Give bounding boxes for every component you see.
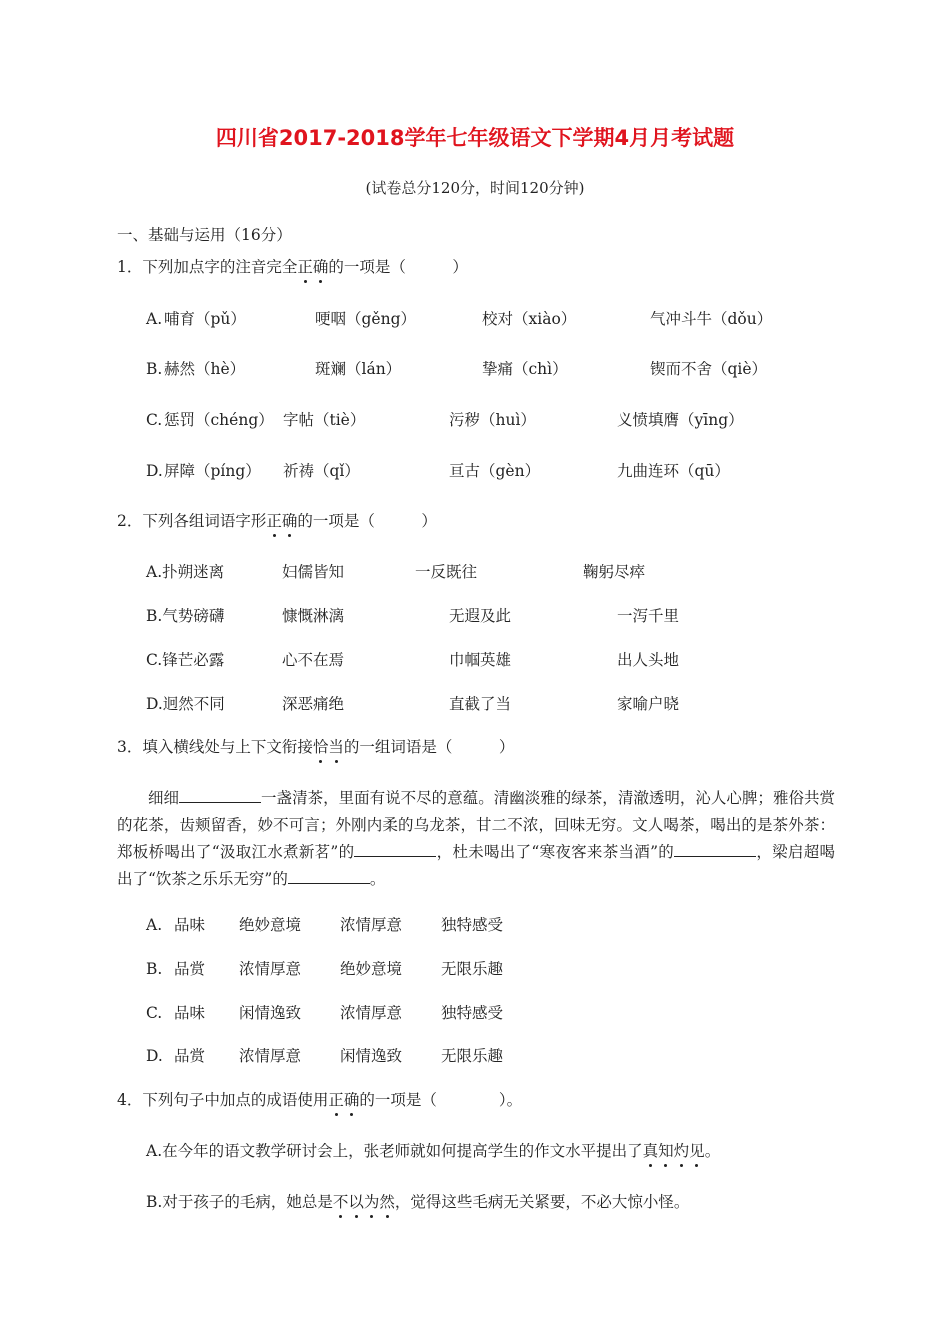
- q3-option-word: 品赏: [174, 960, 206, 978]
- q3-option-word: 浓情厚意: [340, 916, 403, 934]
- q1-option-word: 赫然（hè）: [164, 360, 246, 378]
- q1-option-label: B.: [146, 360, 163, 378]
- q2-option-word: 直截了当: [449, 695, 512, 713]
- q3-option-label: D.: [146, 1047, 163, 1065]
- q2-option-word: 出人头地: [617, 651, 680, 669]
- q3-option-word: 品味: [174, 1004, 206, 1022]
- q2-option-word: 一泻千里: [617, 607, 680, 625]
- q1-option-word: 校对（xiào）: [482, 310, 577, 328]
- q2-option-word: 深恶痛绝: [282, 695, 345, 713]
- q1-option-word: 亘古（gèn）: [449, 462, 541, 480]
- question-3-stem: 3．填入横线处与上下文衔接恰当的一组词语是（ ）: [117, 738, 515, 756]
- q1-option-word: 挚痛（chì）: [482, 360, 568, 378]
- q1-option-word: 污秽（huì）: [449, 411, 536, 429]
- q4-option-b: B.对于孩子的毛病，她总是不以为然，觉得这些毛病无关紧要，不必大惊小怪。: [146, 1193, 690, 1211]
- q2-option-word: 无遐及此: [449, 607, 512, 625]
- exam-title: 四川省2017-2018学年七年级语文下学期4月月考试题: [215, 126, 735, 150]
- q1-option-label: D.: [146, 462, 163, 480]
- q3-option-label: A.: [146, 916, 163, 934]
- q2-option-word: 一反既往: [415, 563, 478, 581]
- q3-option-word: 独特感受: [441, 916, 504, 934]
- q1-option-word: 哽咽（gěng）: [315, 310, 417, 328]
- q3-option-word: 闲情逸致: [239, 1004, 302, 1022]
- fill-blank: [354, 840, 436, 857]
- q1-option-word: 字帖（tiè）: [283, 411, 366, 429]
- q2-option-word: 慷慨淋漓: [282, 607, 345, 625]
- q2-option-word: A.扑朔迷离: [146, 563, 225, 581]
- q3-option-word: 绝妙意境: [340, 960, 403, 978]
- q1-option-word: 斑斓（lán）: [315, 360, 402, 378]
- q1-option-word: 祈祷（qǐ）: [283, 462, 360, 480]
- q1-option-word: 九曲连环（qū）: [617, 462, 730, 480]
- q2-option-word: 家喻户晓: [617, 695, 680, 713]
- q3-option-label: B.: [146, 960, 163, 978]
- fill-blank: [674, 840, 756, 857]
- q3-option-word: 绝妙意境: [239, 916, 302, 934]
- q2-option-word: D.迥然不同: [146, 695, 225, 713]
- q2-option-word: 妇儒皆知: [282, 563, 345, 581]
- q4-option-a: A.在今年的语文教学研讨会上，张老师就如何提高学生的作文水平提出了真知灼见。: [146, 1142, 721, 1160]
- q1-option-word: 义愤填膺（yīng）: [617, 411, 744, 429]
- q3-passage: 细细 一盏清茶，里面有说不尽的意蕴。清幽淡雅的绿茶，清澈透明，沁人心脾；雅俗共赏的花茶，齿颊留香，妙不可言；外刚内柔的乌龙茶，甘二不浓，回味无穷。文人喝茶，喝出的是茶外茶：郑板桥喝出了“汲取江水煮新茗”的 ，杜未喝出了“寒夜客来茶当酒”的 ，梁启超喝出了“饮茶之乐乐无穷”的 。: [117, 785, 835, 893]
- q3-option-label: C.: [146, 1004, 163, 1022]
- q1-option-label: C.: [146, 411, 163, 429]
- q2-option-word: 鞠躬尽瘁: [583, 563, 646, 581]
- exam-subtitle: (试卷总分120分，时间120分钟): [365, 179, 585, 197]
- q1-option-word: 惩罚（chéng）: [164, 411, 274, 429]
- question-1-stem: 1．下列加点字的注音完全正确的一项是（ ）: [117, 258, 468, 276]
- q3-option-word: 品味: [174, 916, 206, 934]
- q1-option-label: A.: [146, 310, 163, 328]
- fill-blank: [179, 786, 261, 803]
- question-2-stem: 2．下列各组词语字形正确的一项是（ ）: [117, 512, 437, 530]
- q3-option-word: 浓情厚意: [239, 960, 302, 978]
- q2-option-word: 巾帼英雄: [449, 651, 512, 669]
- q3-option-word: 品赏: [174, 1047, 206, 1065]
- fill-blank: [288, 867, 370, 884]
- question-4-stem: 4．下列句子中加点的成语使用正确的一项是（ ）。: [117, 1091, 523, 1109]
- q3-option-word: 闲情逸致: [340, 1047, 403, 1065]
- q2-option-word: 心不在焉: [282, 651, 345, 669]
- q2-option-word: C.锋芒必露: [146, 651, 225, 669]
- q1-option-word: 屏障（píng）: [164, 462, 261, 480]
- q1-option-word: 锲而不舍（qiè）: [650, 360, 768, 378]
- q3-option-word: 无限乐趣: [441, 960, 504, 978]
- q3-option-word: 浓情厚意: [340, 1004, 403, 1022]
- q3-option-word: 无限乐趣: [441, 1047, 504, 1065]
- q3-option-word: 浓情厚意: [239, 1047, 302, 1065]
- q1-option-word: 哺育（pǔ）: [164, 310, 246, 328]
- section-heading: 一、基础与运用（16分）: [117, 226, 292, 244]
- q3-option-word: 独特感受: [441, 1004, 504, 1022]
- q2-option-word: B.气势磅礴: [146, 607, 225, 625]
- q1-option-word: 气冲斗牛（dǒu）: [650, 310, 773, 328]
